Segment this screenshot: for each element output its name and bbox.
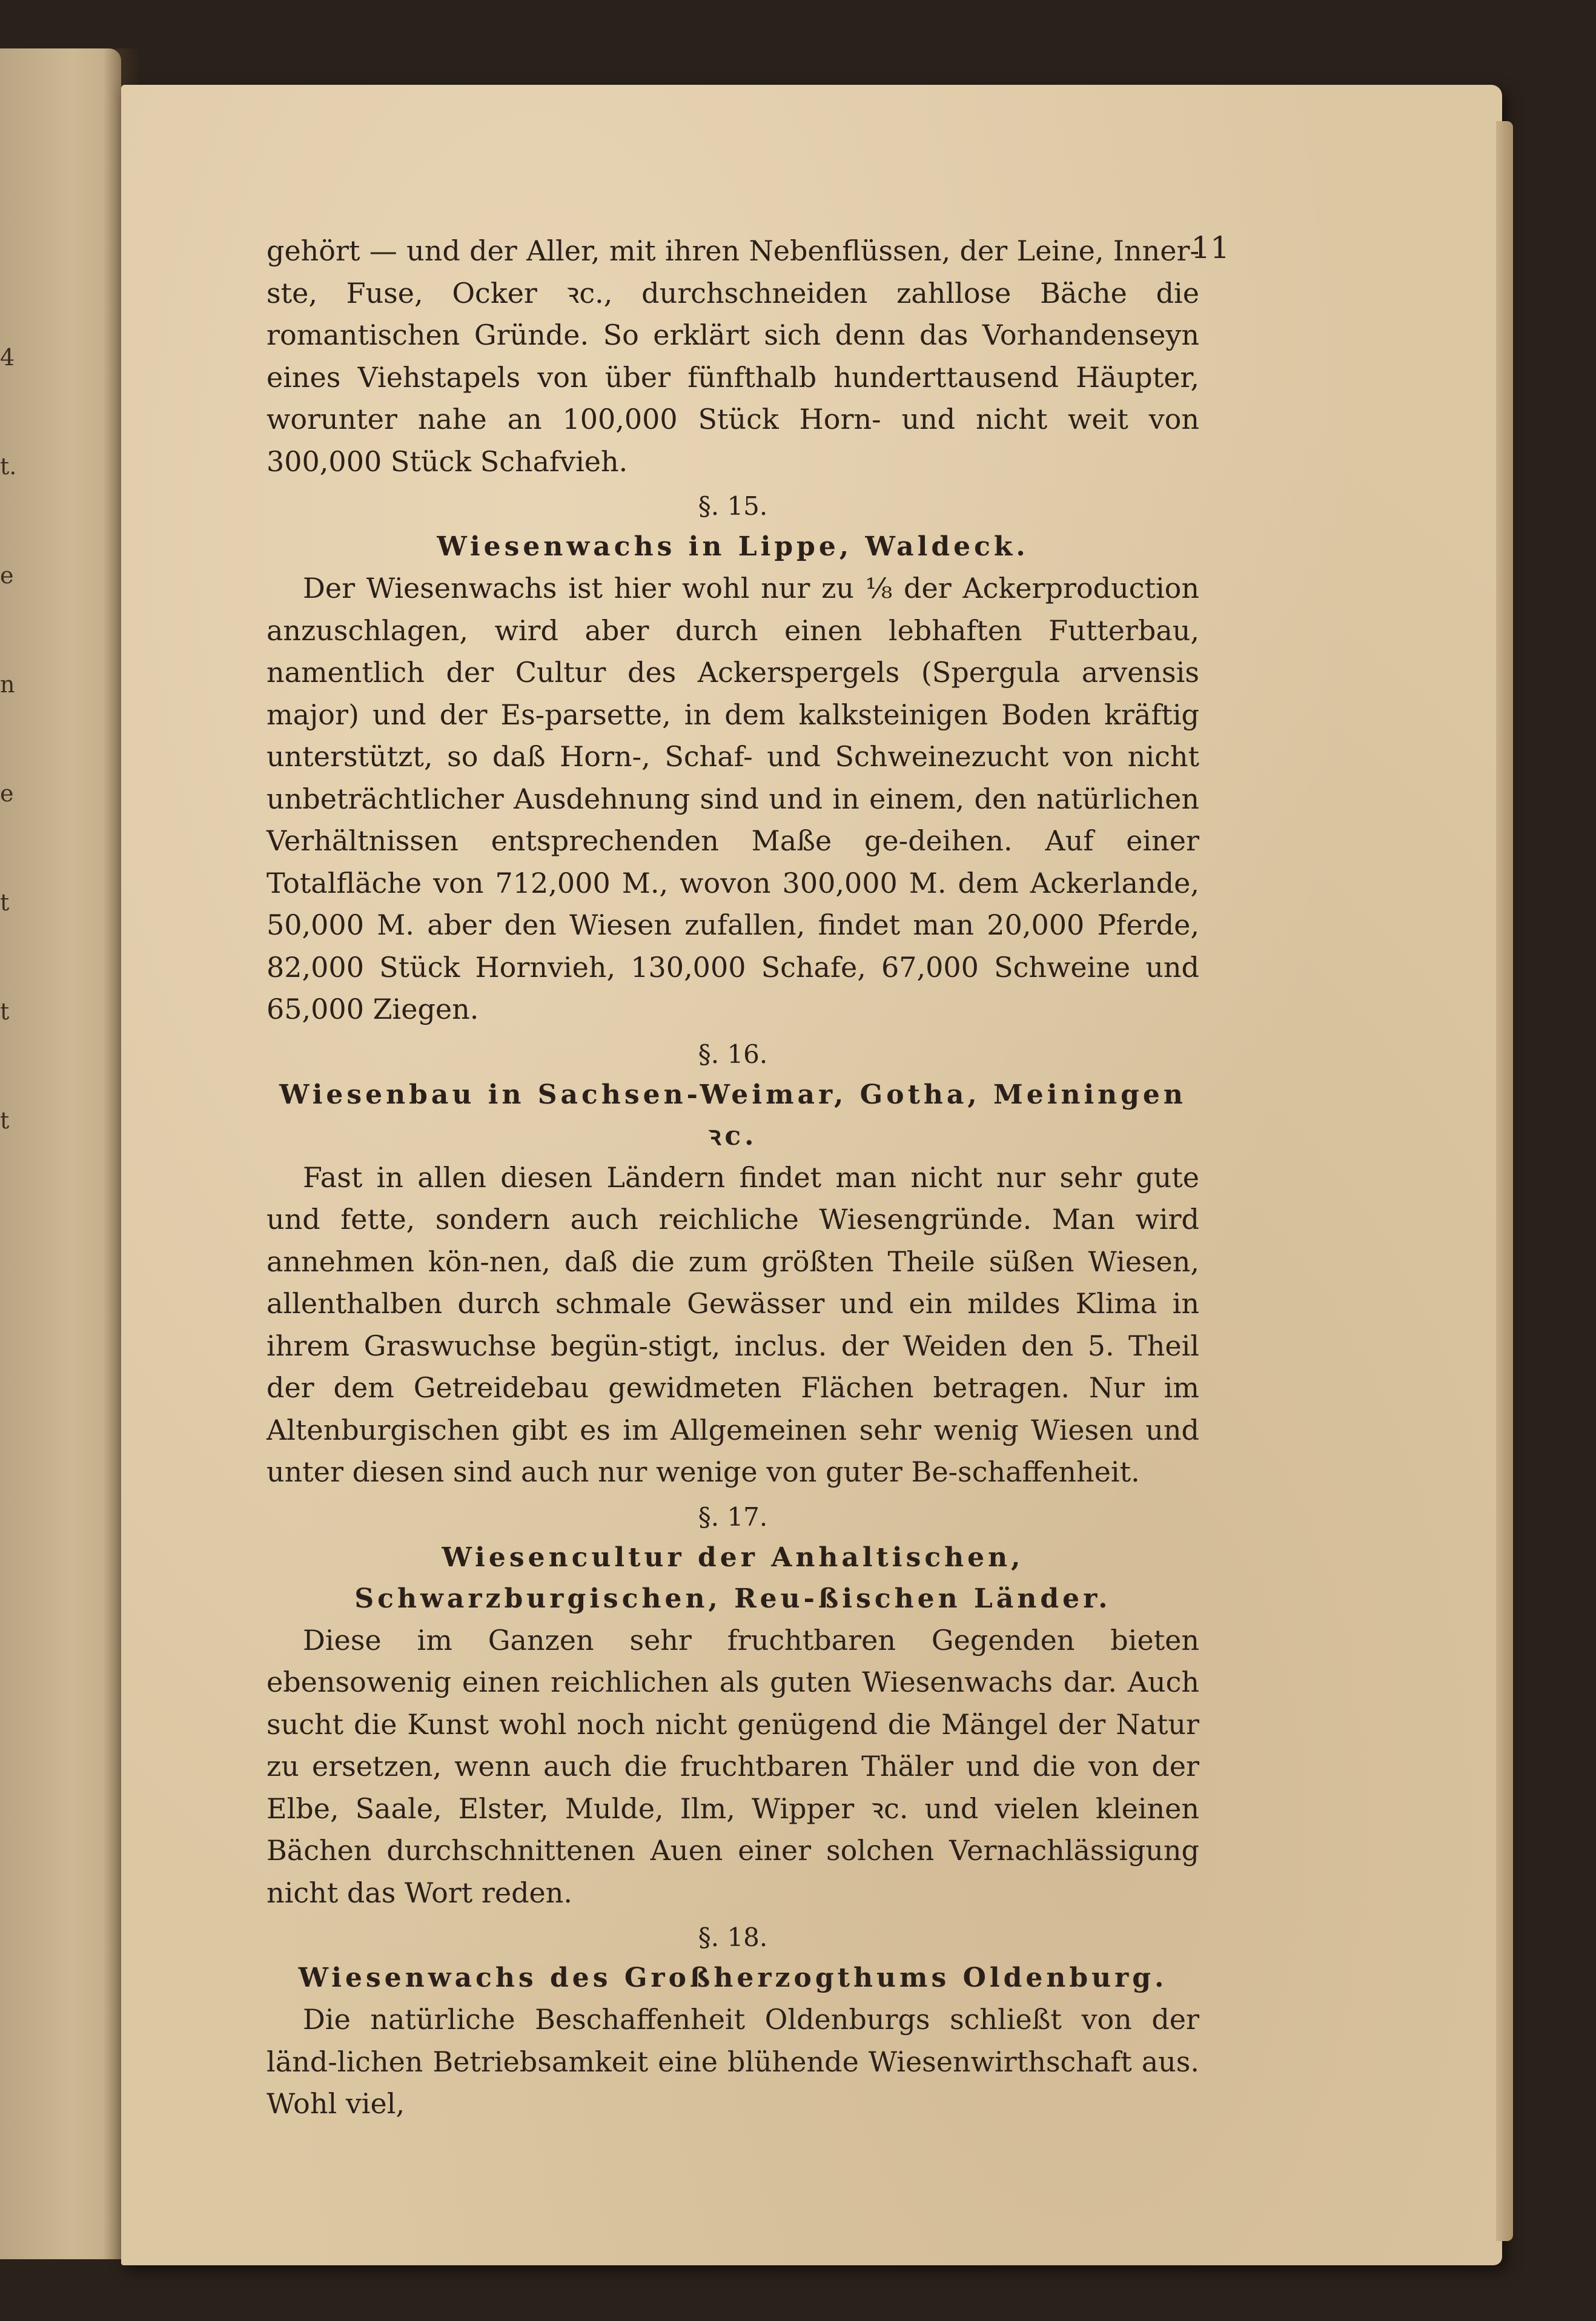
margin-mark: t — [0, 1107, 10, 1134]
margin-mark: 4 — [0, 344, 15, 371]
section-heading: Wiesenwachs in Lippe, Waldeck. — [437, 531, 1029, 562]
section-16 — [267, 1035, 1199, 1494]
margin-mark: t. — [0, 453, 17, 480]
margin-mark: e — [0, 562, 14, 589]
section-number: §. 15. — [698, 491, 768, 521]
section-heading: Wiesencultur der Anhaltischen, Schwarzburgischen, Reu-ßischen Länder. — [354, 1541, 1111, 1614]
left-page-margin-marks — [0, 303, 24, 1175]
section-paragraph: Die natürliche Beschaffenheit Oldenburgs schließt von der länd-lichen Betriebsamkeit eine blühende Wiesenwirthschaft aus. Wohl viel, — [267, 2003, 1199, 2120]
section-paragraph: Fast in allen diesen Ländern findet man nicht nur sehr gute und fette, sondern auch reichliche Wiesengründe. Man wird annehmen kön-nen, daß die zum größten Theile süßen Wiesen, allenthalben durch schmale Gewässer und ein mildes Klima in ihrem Graswuchse begün-stigt, inclus. der Weiden den 5. Theil der dem Getreidebau gewidmeten Flächen betragen. Nur im Altenburgischen gibt es im Allgemeinen sehr wenig Wiesen und unter diesen sind auch nur wenige von guter Be-schaffenheit. — [267, 1160, 1199, 1488]
section-heading: Wiesenwachs des Großherzogthums Oldenburg. — [298, 1962, 1168, 1993]
intro-paragraph: gehört — und der Aller, mit ihren Nebenflüssen, der Leine, Inner-ste, Fuse, Ocker ꝛc., durchschneiden zahllose Bäche die romantischen Gründe. So erklärt sich denn das Vorhandenseyn eines Viehstapels von über fünfthalb hunderttausend Häupter, worunter nahe an 100,000 Stück Horn- und nicht weit von 300,000 Stück Schafvieh. — [267, 234, 1199, 478]
margin-mark: e — [0, 780, 14, 807]
page-body — [267, 230, 1199, 2125]
section-number: §. 17. — [698, 1502, 768, 1532]
section-15 — [267, 486, 1199, 1031]
section-18 — [267, 1918, 1199, 2125]
section-paragraph: Der Wiesenwachs ist hier wohl nur zu ⅛ der Ackerproduction anzuschlagen, wird aber durch einen lebhaften Futterbau, namentlich der Cultur des Ackerspergels (Spergula arvensis major) und der Es-parsette, in dem kalksteinigen Boden kräftig unterstützt, so daß Horn-, Schaf- und Schweinezucht von nicht unbeträchtlicher Ausdehnung sind und in einem, den natürlichen Verhältnissen entsprechenden Maße ge-deihen. Auf einer Totalfläche von 712,000 M., wovon 300,000 M. dem Ackerlande, 50,000 M. aber den Wiesen zufallen, findet man 20,000 Pferde, 82,000 Stück Hornvieh, 130,000 Schafe, 67,000 Schweine und 65,000 Ziegen. — [267, 572, 1199, 1025]
margin-mark: n — [0, 671, 15, 698]
margin-mark: t — [0, 998, 10, 1025]
section-number: §. 16. — [698, 1039, 768, 1069]
section-17 — [267, 1497, 1199, 1915]
section-number: §. 18. — [698, 1922, 768, 1952]
section-paragraph: Diese im Ganzen sehr fruchtbaren Gegenden bieten ebensowenig einen reichlichen als guten Wiesenwachs dar. Auch sucht die Kunst wohl noch nicht genügend die Mängel der Natur zu ersetzen, wenn auch die fruchtbaren Thäler und die von der Elbe, Saale, Elster, Mulde, Ilm, Wipper ꝛc. und vielen kleinen Bächen durchschnittenen Auen einer solchen Vernachlässigung nicht das Wort reden. — [267, 1623, 1199, 1909]
page-stack-edge — [1496, 121, 1513, 2241]
margin-mark: t — [0, 889, 10, 916]
section-heading: Wiesenbau in Sachsen-Weimar, Gotha, Meiningen ꝛc. — [279, 1079, 1187, 1151]
page-number: 11 — [1191, 230, 1230, 265]
